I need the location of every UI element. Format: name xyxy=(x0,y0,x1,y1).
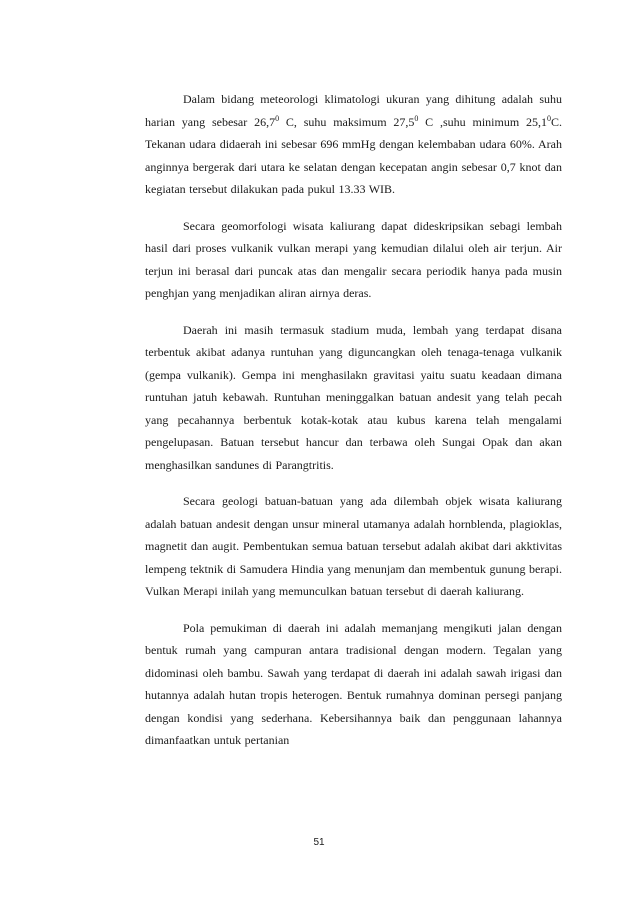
paragraph-geomorphology xyxy=(145,215,562,305)
paragraph-stadium xyxy=(145,319,562,477)
paragraph-text: Pola pemukiman di daerah ini adalah memanjang mengikuti jalan dengan bentuk rumah yang campuran antara tradisional dengan modern. Tegalan yang didominasi oleh bambu. Sawah yang terdapat di daerah ini adalah sawah irigasi dan hutannya adalah hutan tropis heterogen. Bentuk rumahnya dominan persegi panjang dengan kondisi yang sederhana. Kebersihannya baik dan penggunaan lahannya dimanfaatkan untuk pertanian xyxy=(145,620,562,747)
paragraph-text: Secara geomorfologi wisata kaliurang dapat dideskripsikan sebagi lembah hasil dari proses vulkanik vulkan merapi yang kemudian dilalui oleh air terjun. Air terjun ini berasal dari puncak atas dan mengalir secara periodik hanya pada musin penghjan yang menjadikan aliran airnya deras. xyxy=(145,218,562,300)
degree-superscript: 0 xyxy=(275,113,280,123)
paragraph-meteorology xyxy=(145,88,562,201)
paragraph-text: C. Tekanan udara didaerah ini sebesar 696 mmHg dengan kelembaban udara 60%. Arah anginnya bergerak dari utara ke selatan dengan kecepatan angin sebesar 0,7 knot dan kegiatan tersebut dilakukan pada pukul 13.33 WIB. xyxy=(145,114,562,196)
paragraph-geology xyxy=(145,490,562,603)
paragraph-text: C, suhu maksimum 27,5 xyxy=(279,114,415,129)
degree-superscript: 0 xyxy=(546,113,551,123)
paragraph-text: Daerah ini masih termasuk stadium muda, lembah yang terdapat disana terbentuk akibat adanya runtuhan yang diguncangkan oleh tenaga-tenaga vulkanik (gempa vulkanik). Gempa ini menghasilakn gravitasi yaitu suatu keadaan dimana runtuhan jatuh kebawah. Runtuhan meninggalkan batuan andesit yang telah pecah yang pecahannya berbentuk kotak-kotak atau kubus karena telah mengalami pengelupasan. Batuan tersebut hancur dan terbawa oleh Sungai Opak dan akan menghasilkan sandunes di Parangtritis. xyxy=(145,322,562,472)
paragraph-text: Secara geologi batuan-batuan yang ada dilembah objek wisata kaliurang adalah batuan andesit dengan unsur mineral utamanya adalah hornblenda, plagioklas, magnetit dan augit. Pembentukan semua batuan tersebut adalah akibat dari akktivitas lempeng tektnik di Samudera Hindia yang menunjam dan membentuk gunung berapi. Vulkan Merapi inilah yang memunculkan batuan tersebut di daerah kaliurang. xyxy=(145,494,562,598)
paragraph-settlement xyxy=(145,617,562,752)
paragraph-text: Dalam bidang meteorologi klimatologi ukuran yang dihitung adalah suhu harian yang sebesar 26,7 xyxy=(145,92,562,129)
degree-superscript: 0 xyxy=(414,113,419,123)
document-body xyxy=(145,88,562,766)
page-number: 51 xyxy=(313,837,325,848)
paragraph-text: C ,suhu minimum 25,1 xyxy=(418,114,547,129)
